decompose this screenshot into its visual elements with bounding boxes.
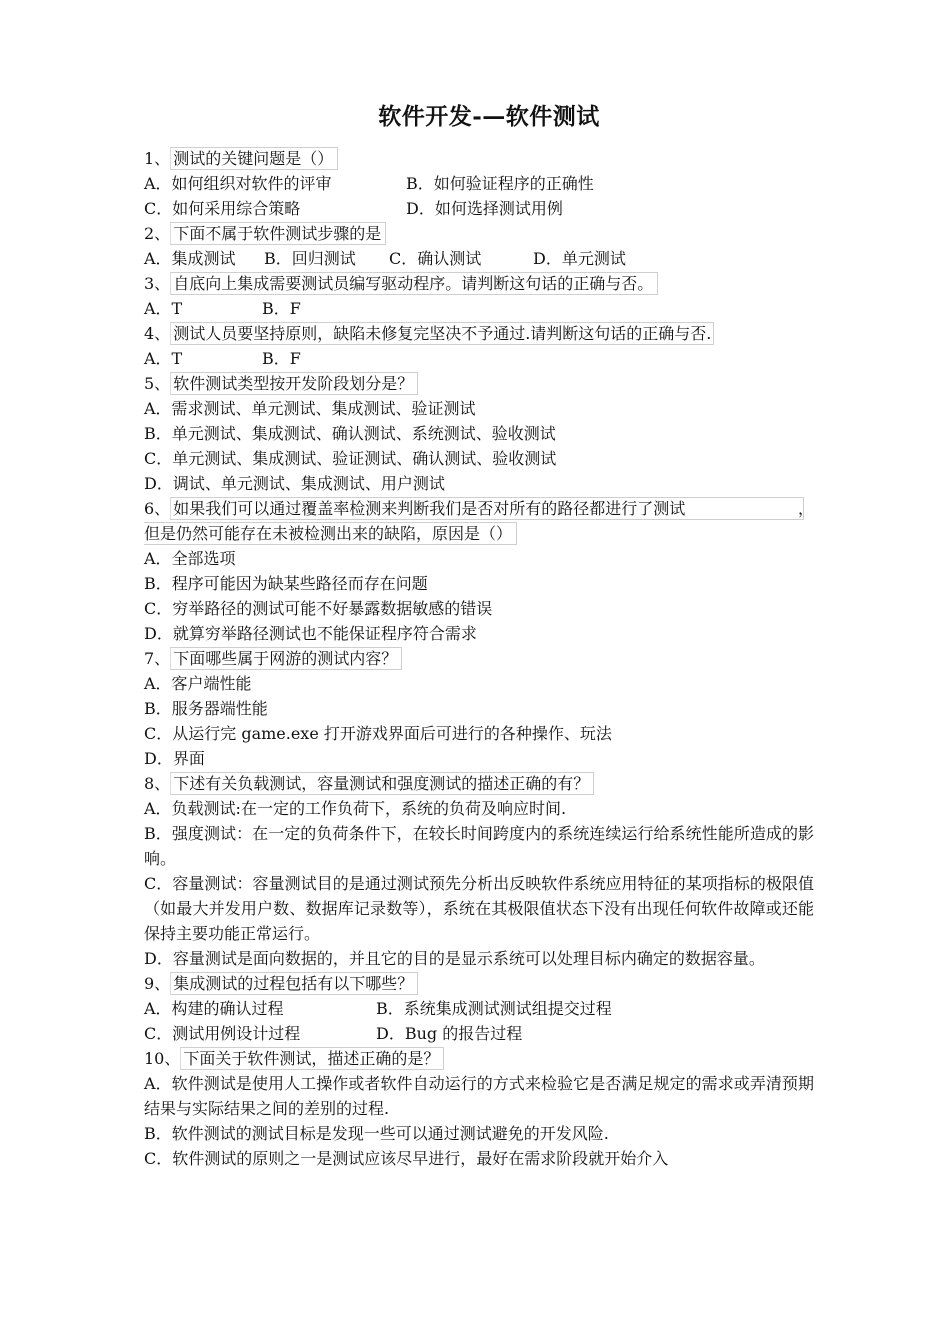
question-text-comma: ， [797, 499, 814, 518]
question-4-options [144, 346, 814, 371]
option-c: C．如何采用综合策略 [144, 199, 301, 218]
option-d: D．就算穷举路径测试也不能保证程序符合需求 [144, 624, 477, 643]
option-d: D．如何选择测试用例 [406, 199, 563, 218]
question-number: 1、 [144, 149, 171, 168]
option-b: B．软件测试的测试目标是发现一些可以通过测试避免的开发风险. [144, 1124, 609, 1143]
question-text [170, 497, 814, 520]
question-8 [144, 771, 814, 796]
option-a: A．软件测试是使用人工操作或者软件自动运行的方式来检验它是否满足规定的需求或弄清预期结果与实际结果之间的差别的过程. [144, 1074, 814, 1118]
option-c: C．测试用例设计过程 [144, 1024, 301, 1043]
option-a: A．构建的确认过程 [144, 999, 284, 1018]
question-text: 集成测试的过程包括有以下哪些？ [170, 972, 418, 995]
option-c: C．单元测试、集成测试、验证测试、确认测试、验收测试 [144, 449, 557, 468]
question-number: 9、 [144, 974, 171, 993]
question-number: 4、 [144, 324, 171, 343]
question-6-line-2 [144, 521, 814, 546]
question-5 [144, 371, 814, 396]
question-text-part-1: 如果我们可以通过覆盖率检测来判断我们是否对所有的路径都进行了测试 [173, 499, 686, 518]
option-a: A．集成测试 [144, 249, 236, 268]
option-a: A．如何组织对软件的评审 [144, 174, 332, 193]
option-b: B．单元测试、集成测试、确认测试、系统测试、验收测试 [144, 424, 556, 443]
question-10 [144, 1046, 814, 1071]
question-9 [144, 971, 814, 996]
document-page [144, 100, 814, 1171]
question-text: 测试人员要坚持原则，缺陷未修复完坚决不予通过.请判断这句话的正确与否. [170, 322, 714, 345]
option-d: D．界面 [144, 749, 205, 768]
question-text-continued: 但是仍然可能存在未被检测出来的缺陷，原因是（） [144, 522, 517, 545]
option-c: C．确认测试 [389, 249, 482, 268]
option-a: A．客户端性能 [144, 674, 252, 693]
question-4 [144, 321, 814, 346]
question-number: 3、 [144, 274, 171, 293]
option-a: A．负载测试:在一定的工作负荷下，系统的负荷及响应时间. [144, 799, 567, 818]
question-text: 软件测试类型按开发阶段划分是？ [170, 372, 418, 395]
option-c: C．容量测试：容量测试目的是通过测试预先分析出反映软件系统应用特征的某项指标的极限值（如最大并发用户数、数据库记录数等），系统在其极限值状态下没有出现任何软件故障或还能保持主要功能正常运行。 [144, 874, 814, 943]
question-text: 下述有关负载测试，容量测试和强度测试的描述正确的有？ [170, 772, 594, 795]
option-d: D．单元测试 [533, 249, 626, 268]
question-number: 10、 [144, 1049, 181, 1068]
question-text: 下面不属于软件测试步骤的是 [170, 222, 386, 245]
question-3 [144, 271, 814, 296]
option-a: A．全部选项 [144, 549, 236, 568]
question-number: 7、 [144, 649, 171, 668]
option-a: A．需求测试、单元测试、集成测试、验证测试 [144, 399, 476, 418]
option-b: B．如何验证程序的正确性 [406, 174, 594, 193]
question-3-options [144, 296, 814, 321]
question-1 [144, 146, 814, 171]
question-text: 自底向上集成需要测试员编写驱动程序。请判断这句话的正确与否。 [170, 272, 658, 295]
option-d: D．Bug 的报告过程 [376, 1024, 523, 1043]
option-a: A．T [144, 349, 183, 368]
option-c: C．穷举路径的测试可能不好暴露数据敏感的错误 [144, 599, 493, 618]
question-9-options-row-2 [144, 1021, 814, 1046]
question-text: 下面关于软件测试，描述正确的是？ [180, 1047, 444, 1070]
question-2 [144, 221, 814, 246]
question-number: 2、 [144, 224, 171, 243]
question-9-options-row-1 [144, 996, 814, 1021]
option-b: B．F [262, 299, 301, 318]
option-b: B．强度测试：在一定的负荷条件下，在较长时间跨度内的系统连续运行给系统性能所造成的影响。 [144, 824, 814, 868]
option-b: B．回归测试 [264, 249, 356, 268]
option-c: C．软件测试的原则之一是测试应该尽早进行，最好在需求阶段就开始介入 [144, 1149, 669, 1168]
question-number: 6、 [144, 499, 171, 518]
option-b: B．服务器端性能 [144, 699, 268, 718]
option-d: D．调试、单元测试、集成测试、用户测试 [144, 474, 445, 493]
option-c: C．从运行完 game.exe 打开游戏界面后可进行的各种操作、玩法 [144, 724, 612, 743]
option-b: B．F [262, 349, 301, 368]
question-7 [144, 646, 814, 671]
question-6-line-1 [144, 496, 814, 521]
document-title: 软件开发-—软件测试 [378, 103, 600, 130]
question-text: 下面哪些属于网游的测试内容？ [170, 647, 402, 670]
question-2-options [144, 246, 814, 271]
question-number: 8、 [144, 774, 171, 793]
option-b: B．程序可能因为缺某些路径而存在问题 [144, 574, 428, 593]
question-text: 测试的关键问题是（） [170, 147, 338, 170]
question-1-options-row-1 [144, 171, 814, 196]
question-number: 5、 [144, 374, 171, 393]
option-b: B．系统集成测试测试组提交过程 [376, 999, 612, 1018]
option-a: A．T [144, 299, 183, 318]
option-d: D．容量测试是面向数据的，并且它的目的是显示系统可以处理目标内确定的数据容量。 [144, 949, 765, 968]
question-1-options-row-2 [144, 196, 814, 221]
